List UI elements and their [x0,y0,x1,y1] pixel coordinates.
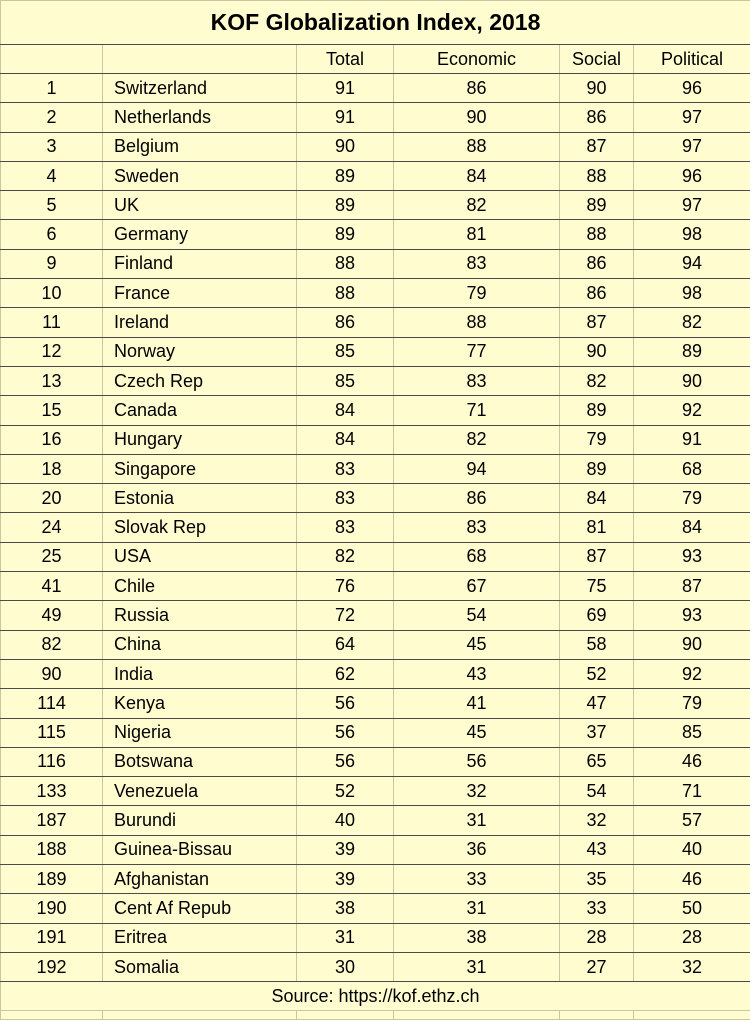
political-cell: 98 [634,279,750,308]
political-cell: 46 [634,747,750,776]
economic-cell: 31 [394,806,560,835]
filler-cell [634,1011,750,1020]
filler-row [1,1011,750,1020]
political-cell: 93 [634,601,750,630]
table-row [1,366,750,395]
total-cell: 56 [297,689,394,718]
political-cell: 96 [634,161,750,190]
social-cell: 52 [560,659,634,688]
social-cell: 65 [560,747,634,776]
table-row [1,835,750,864]
social-cell: 84 [560,484,634,513]
rank-cell: 190 [1,894,103,923]
economic-cell: 81 [394,220,560,249]
country-cell: UK [103,191,297,220]
total-cell: 83 [297,484,394,513]
social-cell: 27 [560,952,634,981]
country-cell: India [103,659,297,688]
economic-cell: 86 [394,484,560,513]
header-rank [1,45,103,74]
rank-cell: 24 [1,513,103,542]
table-row [1,952,750,981]
social-cell: 87 [560,132,634,161]
rank-cell: 187 [1,806,103,835]
country-cell: Finland [103,249,297,278]
social-cell: 81 [560,513,634,542]
social-cell: 89 [560,396,634,425]
social-cell: 87 [560,308,634,337]
political-cell: 92 [634,396,750,425]
social-cell: 90 [560,337,634,366]
political-cell: 97 [634,103,750,132]
table-row [1,249,750,278]
country-cell: Ireland [103,308,297,337]
total-cell: 40 [297,806,394,835]
economic-cell: 43 [394,659,560,688]
political-cell: 92 [634,659,750,688]
country-cell: Venezuela [103,777,297,806]
rank-cell: 49 [1,601,103,630]
table-row [1,425,750,454]
country-cell: Switzerland [103,74,297,103]
table-row [1,513,750,542]
social-cell: 47 [560,689,634,718]
total-cell: 88 [297,249,394,278]
economic-cell: 94 [394,454,560,483]
social-cell: 86 [560,249,634,278]
political-cell: 89 [634,337,750,366]
economic-cell: 82 [394,191,560,220]
rank-cell: 12 [1,337,103,366]
total-cell: 76 [297,572,394,601]
economic-cell: 84 [394,161,560,190]
total-cell: 84 [297,396,394,425]
country-cell: Slovak Rep [103,513,297,542]
table-row [1,659,750,688]
filler-cell [297,1011,394,1020]
table-row [1,454,750,483]
political-cell: 98 [634,220,750,249]
political-cell: 90 [634,366,750,395]
country-cell: Kenya [103,689,297,718]
political-cell: 96 [634,74,750,103]
country-cell: Germany [103,220,297,249]
social-cell: 69 [560,601,634,630]
rank-cell: 115 [1,718,103,747]
rank-cell: 2 [1,103,103,132]
economic-cell: 83 [394,513,560,542]
total-cell: 85 [297,366,394,395]
social-cell: 86 [560,103,634,132]
country-cell: Russia [103,601,297,630]
economic-cell: 79 [394,279,560,308]
total-cell: 31 [297,923,394,952]
political-cell: 79 [634,484,750,513]
rank-cell: 20 [1,484,103,513]
political-cell: 40 [634,835,750,864]
country-cell: China [103,630,297,659]
rank-cell: 10 [1,279,103,308]
total-cell: 91 [297,103,394,132]
table-row [1,74,750,103]
total-cell: 89 [297,161,394,190]
political-cell: 28 [634,923,750,952]
table-row [1,894,750,923]
political-cell: 94 [634,249,750,278]
total-cell: 90 [297,132,394,161]
social-cell: 28 [560,923,634,952]
total-cell: 89 [297,220,394,249]
economic-cell: 45 [394,718,560,747]
total-cell: 56 [297,718,394,747]
political-cell: 68 [634,454,750,483]
source-row [1,982,750,1011]
economic-cell: 83 [394,249,560,278]
rank-cell: 41 [1,572,103,601]
table-row [1,191,750,220]
total-cell: 52 [297,777,394,806]
economic-cell: 77 [394,337,560,366]
economic-cell: 71 [394,396,560,425]
rank-cell: 1 [1,74,103,103]
country-cell: Norway [103,337,297,366]
rank-cell: 5 [1,191,103,220]
social-cell: 90 [560,74,634,103]
political-cell: 84 [634,513,750,542]
header-economic: Economic [394,45,560,74]
table-row [1,308,750,337]
social-cell: 75 [560,572,634,601]
rank-cell: 189 [1,865,103,894]
country-cell: Afghanistan [103,865,297,894]
total-cell: 39 [297,835,394,864]
political-cell: 50 [634,894,750,923]
country-cell: France [103,279,297,308]
political-cell: 85 [634,718,750,747]
table-body [1,74,750,982]
social-cell: 82 [560,366,634,395]
total-cell: 83 [297,513,394,542]
economic-cell: 32 [394,777,560,806]
economic-cell: 38 [394,923,560,952]
total-cell: 56 [297,747,394,776]
rank-cell: 11 [1,308,103,337]
rank-cell: 15 [1,396,103,425]
total-cell: 84 [297,425,394,454]
table-row [1,806,750,835]
economic-cell: 82 [394,425,560,454]
table-row [1,747,750,776]
country-cell: Estonia [103,484,297,513]
economic-cell: 83 [394,366,560,395]
social-cell: 86 [560,279,634,308]
political-cell: 46 [634,865,750,894]
header-social: Social [560,45,634,74]
country-cell: Guinea-Bissau [103,835,297,864]
header-row [1,45,750,74]
social-cell: 35 [560,865,634,894]
total-cell: 83 [297,454,394,483]
filler-cell [394,1011,560,1020]
total-cell: 38 [297,894,394,923]
social-cell: 87 [560,542,634,571]
economic-cell: 36 [394,835,560,864]
rank-cell: 82 [1,630,103,659]
economic-cell: 88 [394,132,560,161]
rank-cell: 192 [1,952,103,981]
rank-cell: 116 [1,747,103,776]
social-cell: 79 [560,425,634,454]
economic-cell: 54 [394,601,560,630]
header-country [103,45,297,74]
economic-cell: 41 [394,689,560,718]
table-row [1,484,750,513]
country-cell: Chile [103,572,297,601]
total-cell: 62 [297,659,394,688]
social-cell: 89 [560,454,634,483]
political-cell: 87 [634,572,750,601]
rank-cell: 4 [1,161,103,190]
social-cell: 88 [560,161,634,190]
economic-cell: 31 [394,952,560,981]
social-cell: 88 [560,220,634,249]
table-row [1,396,750,425]
economic-cell: 45 [394,630,560,659]
total-cell: 82 [297,542,394,571]
country-cell: Czech Rep [103,366,297,395]
rank-cell: 9 [1,249,103,278]
economic-cell: 33 [394,865,560,894]
country-cell: Belgium [103,132,297,161]
country-cell: Cent Af Repub [103,894,297,923]
political-cell: 97 [634,191,750,220]
rank-cell: 114 [1,689,103,718]
rank-cell: 90 [1,659,103,688]
rank-cell: 3 [1,132,103,161]
political-cell: 79 [634,689,750,718]
political-cell: 32 [634,952,750,981]
country-cell: Hungary [103,425,297,454]
total-cell: 89 [297,191,394,220]
country-cell: Netherlands [103,103,297,132]
political-cell: 82 [634,308,750,337]
filler-cell [560,1011,634,1020]
table-row [1,161,750,190]
total-cell: 64 [297,630,394,659]
political-cell: 90 [634,630,750,659]
table-row [1,572,750,601]
economic-cell: 56 [394,747,560,776]
political-cell: 71 [634,777,750,806]
social-cell: 37 [560,718,634,747]
table-title: KOF Globalization Index, 2018 [1,1,750,45]
social-cell: 33 [560,894,634,923]
table-row [1,777,750,806]
table-row [1,220,750,249]
rank-cell: 16 [1,425,103,454]
country-cell: Burundi [103,806,297,835]
table-row [1,689,750,718]
economic-cell: 86 [394,74,560,103]
table-row [1,337,750,366]
table-row [1,279,750,308]
title-row [1,1,750,45]
total-cell: 30 [297,952,394,981]
social-cell: 32 [560,806,634,835]
social-cell: 43 [560,835,634,864]
total-cell: 88 [297,279,394,308]
table-row [1,542,750,571]
country-cell: Somalia [103,952,297,981]
rank-cell: 133 [1,777,103,806]
rank-cell: 191 [1,923,103,952]
total-cell: 72 [297,601,394,630]
table-row [1,865,750,894]
country-cell: Nigeria [103,718,297,747]
country-cell: Sweden [103,161,297,190]
header-total: Total [297,45,394,74]
country-cell: Canada [103,396,297,425]
social-cell: 58 [560,630,634,659]
table-row [1,601,750,630]
economic-cell: 88 [394,308,560,337]
total-cell: 86 [297,308,394,337]
economic-cell: 90 [394,103,560,132]
political-cell: 93 [634,542,750,571]
rank-cell: 25 [1,542,103,571]
filler-cell [103,1011,297,1020]
economic-cell: 31 [394,894,560,923]
table-row [1,923,750,952]
filler-cell [1,1011,103,1020]
country-cell: Singapore [103,454,297,483]
source-note: Source: https://kof.ethz.ch [1,982,750,1011]
rank-cell: 188 [1,835,103,864]
social-cell: 54 [560,777,634,806]
rank-cell: 18 [1,454,103,483]
table-row [1,718,750,747]
total-cell: 91 [297,74,394,103]
header-political: Political [634,45,750,74]
political-cell: 97 [634,132,750,161]
economic-cell: 68 [394,542,560,571]
table-row [1,630,750,659]
table-row [1,132,750,161]
social-cell: 89 [560,191,634,220]
country-cell: USA [103,542,297,571]
political-cell: 91 [634,425,750,454]
total-cell: 39 [297,865,394,894]
total-cell: 85 [297,337,394,366]
country-cell: Botswana [103,747,297,776]
table-row [1,103,750,132]
rank-cell: 13 [1,366,103,395]
economic-cell: 67 [394,572,560,601]
political-cell: 57 [634,806,750,835]
rank-cell: 6 [1,220,103,249]
country-cell: Eritrea [103,923,297,952]
